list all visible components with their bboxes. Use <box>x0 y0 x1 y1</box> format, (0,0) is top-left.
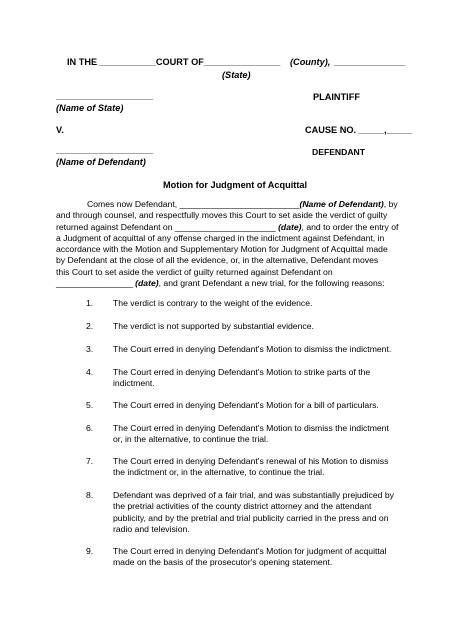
intro-line: this Court to set aside the verdict of guilty returned against Defendant on <box>56 266 333 277</box>
item-text: The Court erred in denying Defendant's Motion to strike parts of the indictment. <box>113 367 371 389</box>
intro-line: returned against Defendant on _____________________ (date), and to order the entry of <box>56 221 399 232</box>
item-number: 5. <box>86 400 94 410</box>
item-number: 4. <box>86 367 94 377</box>
intro-line: ________________ (date), and grant Defendant a new trial, for the following reasons: <box>56 278 385 289</box>
item-number: 9. <box>86 546 94 556</box>
document-title: Motion for Judgment of Acquittal <box>163 180 308 190</box>
item-number: 8. <box>86 490 94 500</box>
intro-paragraph <box>56 199 420 289</box>
item-number: 7. <box>86 456 94 466</box>
item-number: 2. <box>86 321 94 331</box>
item-text: The Court erred in denying Defendant's Motion for a bill of particulars. <box>113 400 379 410</box>
defendant-name-line: ___________________ <box>56 145 154 155</box>
state-label: (State) <box>222 70 251 80</box>
state-name-line: ___________________ <box>56 91 154 101</box>
item-text: The verdict is contrary to the weight of the evidence. <box>113 298 313 308</box>
item-text: The Court erred in denying Defendant's Motion for judgment of acquittal made on the basis of the prosecutor's opening statement. <box>113 546 387 568</box>
item-text: The verdict is not supported by substantial evidence. <box>113 321 314 331</box>
intro-line: accordance with the Motion and Supplementary Motion for Judgment of Acquittal made <box>56 244 388 255</box>
item-number: 6. <box>86 423 94 433</box>
item-text: The Court erred in denying Defendant's Motion to dismiss the indictment or, in the alternative, to continue the trial. <box>113 423 389 445</box>
county-blank: ______________ <box>334 57 406 67</box>
item-text: The Court erred in denying Defendant's Motion to dismiss the indictment. <box>113 344 392 354</box>
item-number: 1. <box>86 298 94 308</box>
county-label: (County), <box>290 57 331 67</box>
cause-number: CAUSE NO. _____,_____ <box>305 125 413 135</box>
item-number: 3. <box>86 344 94 354</box>
item-text: Defendant was deprived of a fair trial, and was substantially prejudiced by the pretrial activities of the county district attorney and the attendant publicity, and by the pretrial and trial publicity carried in the press and on radio and television. <box>113 490 394 534</box>
plaintiff-label: PLAINTIFF <box>313 92 360 102</box>
defendant-label: DEFENDANT <box>312 147 365 157</box>
name-of-defendant-label: (Name of Defendant) <box>56 157 146 167</box>
intro-line: Comes now Defendant, _________________________(Name of Defendant), by <box>87 199 398 209</box>
intro-line: a Judgment of acquittal of any offense charged in the indictment against Defendant, in <box>56 232 385 243</box>
item-text: The Court erred in denying Defendant's renewal of his Motion to dismiss the indictment or, in the alternative, to continue the trial. <box>113 456 389 478</box>
intro-line: and through counsel, and respectfully moves this Court to set aside the verdict of guilty <box>56 210 388 221</box>
name-of-state-label: (Name of State) <box>56 103 124 113</box>
court-line: IN THE ___________COURT OF_______________ <box>67 57 281 67</box>
intro-line: by Defendant at the close of all the evidence, or, in the alternative, Defendant moves <box>56 255 379 266</box>
versus-label: V. <box>56 125 64 135</box>
